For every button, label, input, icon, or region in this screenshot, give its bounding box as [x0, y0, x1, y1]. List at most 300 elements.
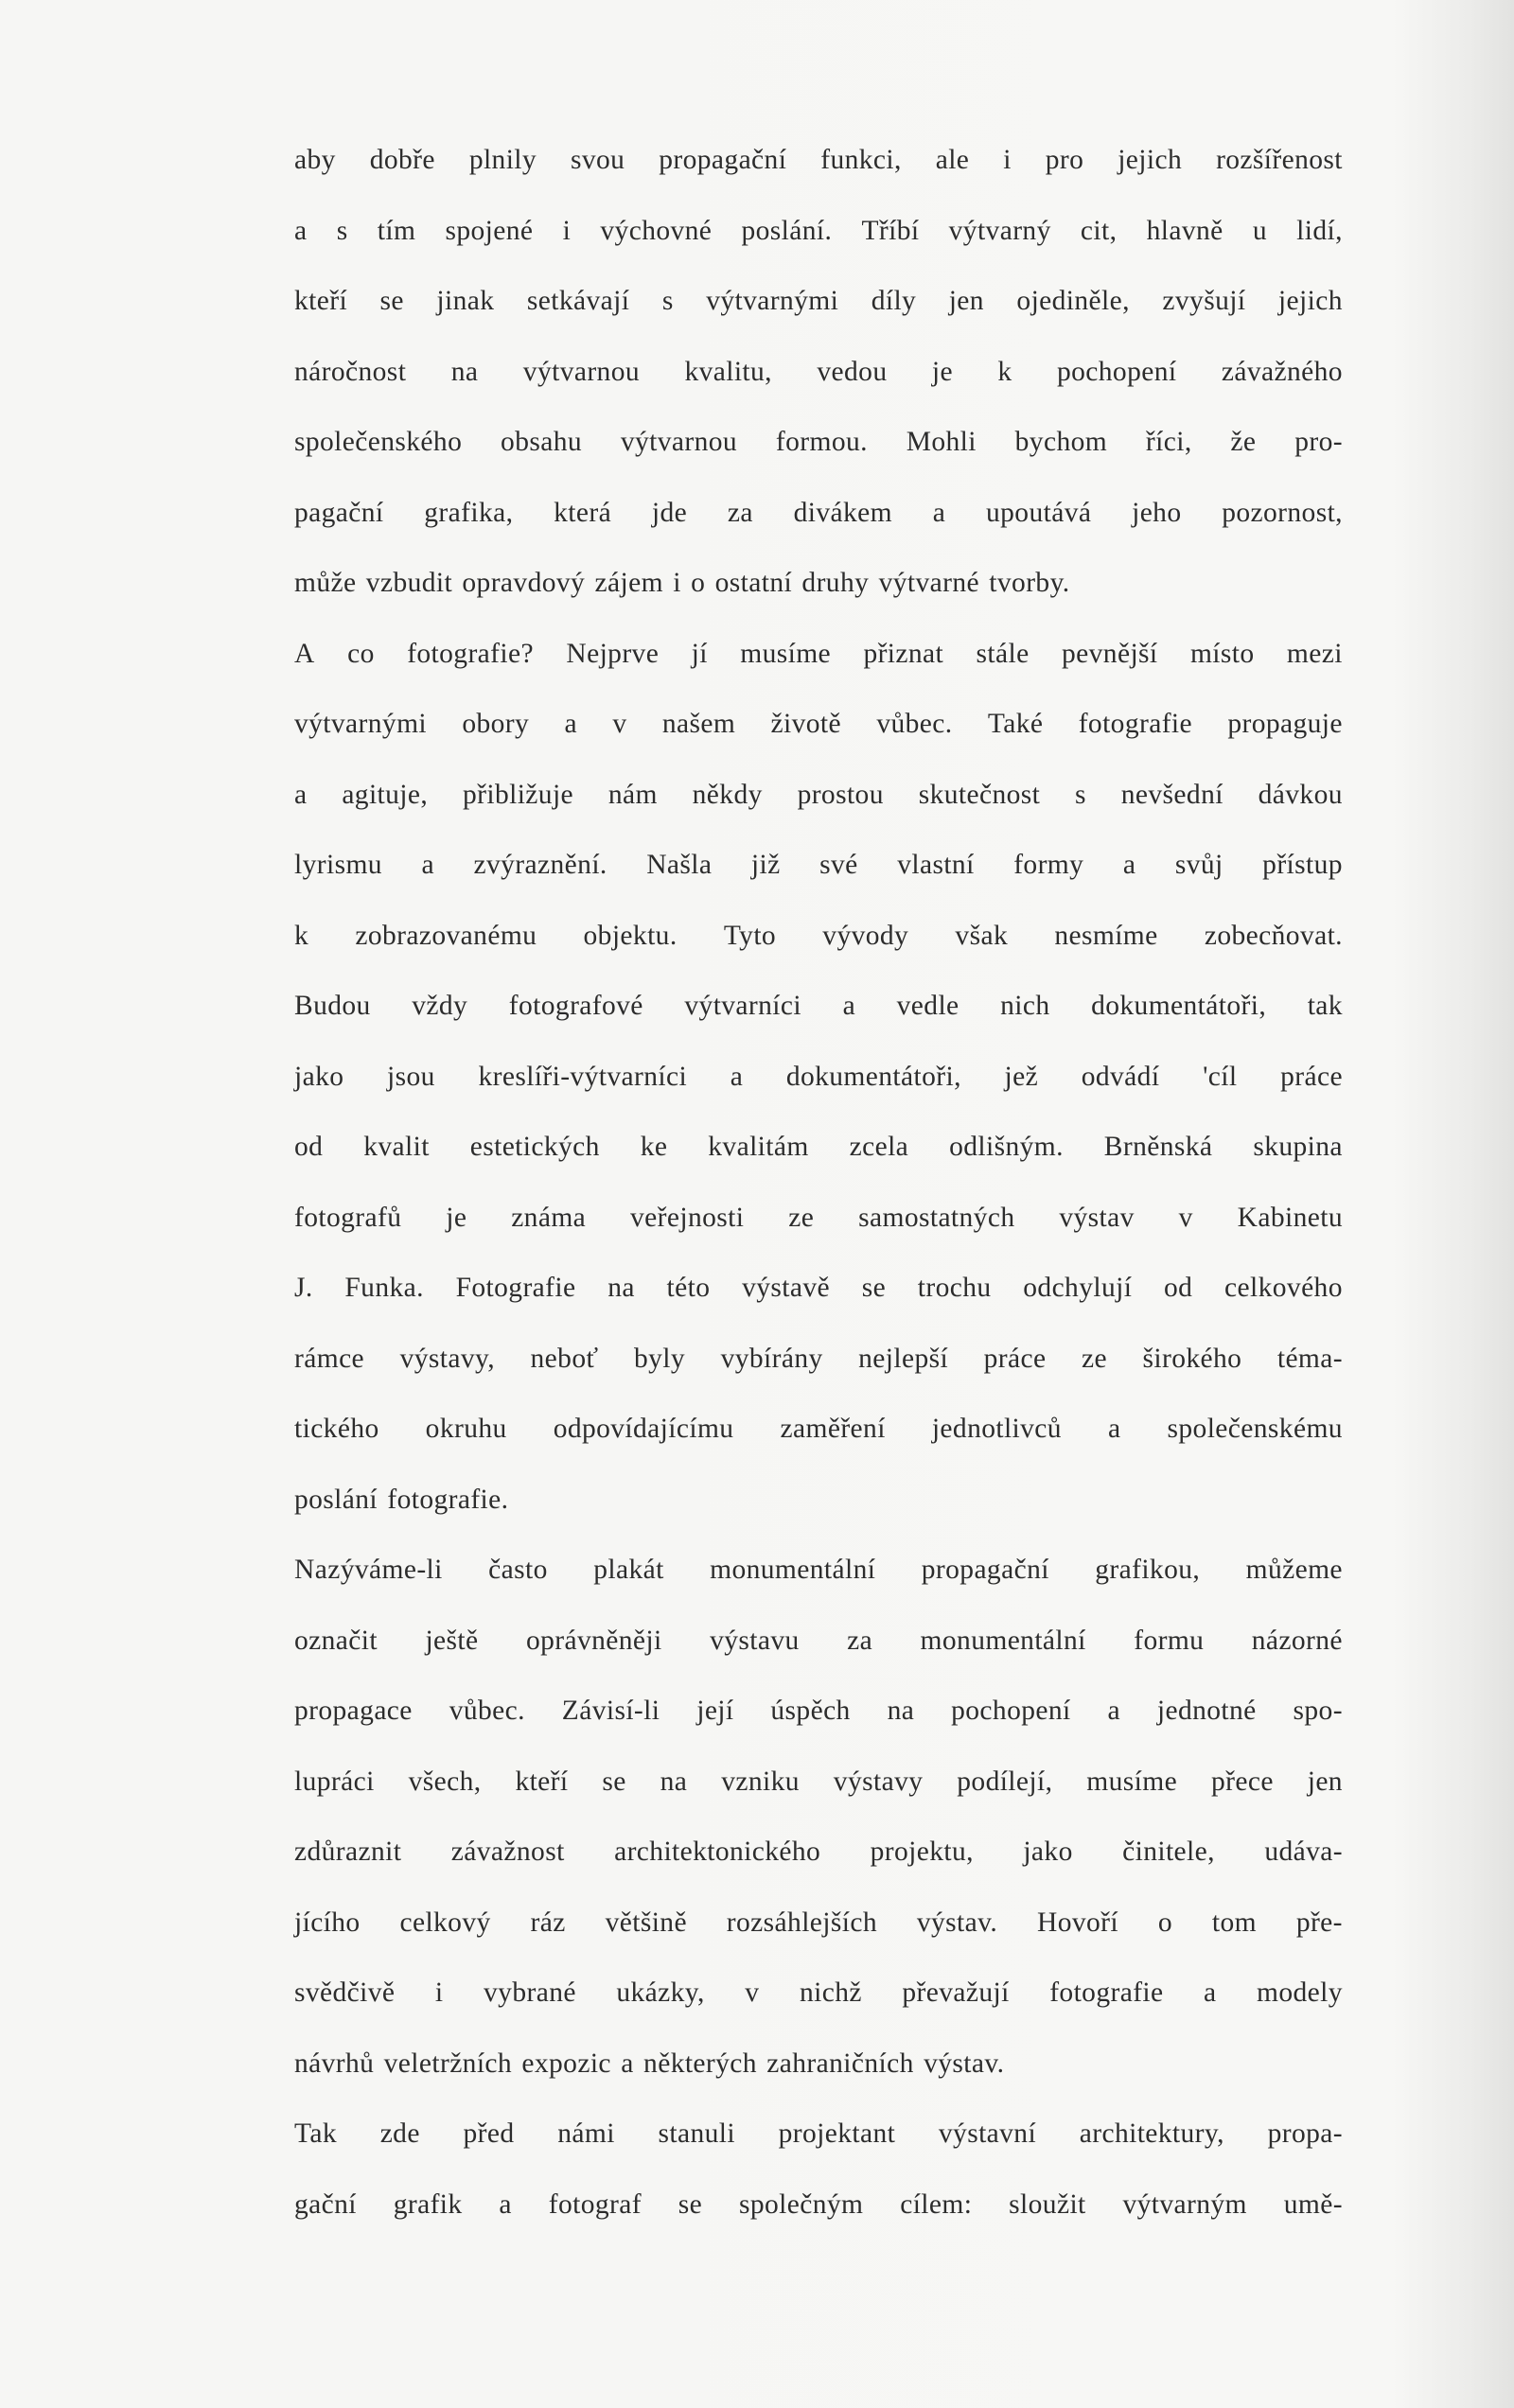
text-line [294, 266, 1343, 337]
word: ke [640, 1132, 668, 1162]
word: musíme [1086, 1766, 1178, 1797]
word: monumentální [920, 1625, 1086, 1656]
word: bychom [1014, 427, 1108, 457]
word: se [861, 1273, 887, 1303]
word: je [931, 356, 953, 387]
word: zde [379, 2118, 420, 2149]
word: Také [987, 709, 1044, 739]
word: a [1107, 1696, 1120, 1726]
text-line [294, 478, 1343, 549]
word: jen [1307, 1766, 1343, 1797]
text-line [294, 1958, 1343, 2029]
word: je [446, 1202, 467, 1233]
word: i [434, 1977, 444, 2008]
word: gační [294, 2188, 357, 2220]
word: všech, [408, 1766, 482, 1797]
word: výstavy [833, 1766, 924, 1797]
word: propa- [1267, 2118, 1343, 2149]
word: neboť [530, 1343, 599, 1374]
word: jinak [436, 286, 495, 316]
word: A [294, 638, 315, 669]
word: druhy [801, 568, 870, 598]
word: a [621, 2048, 634, 2079]
word: umě- [1283, 2188, 1343, 2220]
word: nám [607, 779, 658, 810]
word: kvalitám [708, 1132, 809, 1162]
word: k [294, 920, 309, 951]
word: a [842, 991, 856, 1021]
word: odlišným. [949, 1132, 1064, 1162]
word: modely [1257, 1977, 1343, 2008]
word: spojené [445, 215, 534, 246]
word: zobecňovat. [1204, 920, 1343, 951]
word: aby [294, 145, 336, 175]
word: tom [1211, 1907, 1257, 1938]
word: vedou [817, 356, 888, 387]
word: za [847, 1625, 873, 1656]
word: svůj [1174, 850, 1224, 880]
word: jeho [1132, 497, 1182, 528]
word: stále [976, 638, 1030, 669]
word: našem [661, 709, 736, 739]
word: fotograf [548, 2188, 642, 2220]
word: na [607, 1273, 635, 1303]
word: Našla [646, 850, 713, 880]
word: ukázky, [616, 1977, 705, 2008]
word: kreslíři-výtvarníci [478, 1061, 688, 1092]
word: architektury, [1079, 2118, 1224, 2149]
word: cit, [1080, 215, 1118, 246]
word: 'cíl [1203, 1061, 1238, 1092]
word: obory [462, 709, 530, 739]
word: mezi [1286, 638, 1343, 669]
word: a [499, 2188, 512, 2220]
word: rámce [294, 1343, 365, 1374]
word: často [488, 1555, 548, 1585]
word: výstavě [742, 1273, 831, 1303]
word: vývody [822, 920, 909, 951]
word: závažného [1221, 356, 1343, 387]
word: grafikou, [1095, 1555, 1201, 1585]
word: a [294, 779, 308, 810]
word: fotografie? [407, 638, 534, 669]
word: práce [983, 1343, 1047, 1374]
word: výtvarníci [684, 991, 801, 1021]
word: setkávají [526, 286, 630, 316]
word: zájem [594, 568, 663, 598]
word: udáva- [1264, 1837, 1343, 1867]
word: stanuli [658, 2118, 735, 2149]
text-line [294, 196, 1343, 267]
word: společenského [294, 427, 463, 457]
word: v [745, 1977, 760, 2008]
word: se [678, 2188, 703, 2220]
word: svědčivě [294, 1977, 396, 2008]
word: za [727, 497, 753, 528]
word: svou [570, 145, 625, 175]
word: propagace [294, 1696, 413, 1726]
word: formy [1013, 850, 1084, 880]
word: plnily [468, 145, 537, 175]
word: Závisí-li [561, 1696, 660, 1726]
word: nejlepší [858, 1343, 949, 1374]
word: monumentální [710, 1555, 876, 1585]
text-line [294, 901, 1343, 972]
word: objektu. [583, 920, 678, 951]
word: v [1178, 1202, 1193, 1233]
word: grafik [393, 2188, 463, 2220]
word: již [750, 850, 781, 880]
word: propagační [659, 145, 787, 175]
word: v [612, 709, 627, 739]
word: výstavy, [399, 1343, 496, 1374]
text-line [294, 619, 1343, 690]
word: J. [294, 1273, 313, 1303]
word: a [1204, 1977, 1217, 2008]
word: jen [948, 286, 984, 316]
word: odvádí [1081, 1061, 1160, 1092]
text-line [294, 407, 1343, 478]
word: sloužit [1009, 2188, 1086, 2220]
word: místo [1189, 638, 1255, 669]
body-text [294, 125, 1343, 2240]
word: výtvarné [878, 568, 979, 598]
word: a [932, 497, 946, 528]
word: vybrané [484, 1977, 576, 2008]
word: výstav. [916, 1907, 998, 1938]
word: formou. [775, 427, 868, 457]
text-line [294, 1535, 1343, 1606]
word: skupina [1253, 1132, 1343, 1162]
word: Budou [294, 991, 371, 1021]
word: jsou [387, 1061, 435, 1092]
text-line [294, 689, 1343, 760]
word: a [1122, 850, 1136, 880]
word: u [1252, 215, 1267, 246]
word: okruhu [425, 1414, 507, 1444]
word: jako [294, 1061, 344, 1092]
word: a [564, 709, 577, 739]
word: ze [788, 1202, 815, 1233]
word: Nazýváme-li [294, 1555, 443, 1585]
text-line [294, 760, 1343, 831]
word: výtvarnou [522, 356, 641, 387]
word: expozic [521, 2048, 611, 2079]
word: výtvarným [1122, 2188, 1247, 2220]
word: označit [294, 1625, 378, 1656]
word: námi [557, 2118, 615, 2149]
text-line [294, 548, 1343, 619]
word: formu [1134, 1625, 1205, 1656]
word: vedle [896, 991, 959, 1021]
text-line [294, 1324, 1343, 1395]
word: fotografie. [387, 1484, 509, 1515]
word: výstav [1059, 1202, 1135, 1233]
text-line [294, 1394, 1343, 1465]
word: přiznat [863, 638, 944, 669]
word: na [450, 356, 479, 387]
word: kteří [294, 286, 348, 316]
word: projektant [778, 2118, 896, 2149]
word: přece [1210, 1766, 1274, 1797]
word: Hovoří [1037, 1907, 1118, 1938]
word: jednotlivců [931, 1414, 1062, 1444]
text-line [294, 2170, 1343, 2241]
word: závažnost [450, 1837, 565, 1867]
word: pevnější [1062, 638, 1158, 669]
word: širokého [1142, 1343, 1242, 1374]
word: Fotografie [455, 1273, 576, 1303]
word: prostou [797, 779, 884, 810]
word: Funka. [344, 1273, 424, 1303]
text-line [294, 1606, 1343, 1677]
word: Nejprve [566, 638, 660, 669]
word: jednotné [1156, 1696, 1257, 1726]
word: podílejí, [957, 1766, 1053, 1797]
word: veřejnosti [630, 1202, 745, 1233]
word: trochu [917, 1273, 992, 1303]
word: o [1157, 1907, 1172, 1938]
word: agituje, [342, 779, 429, 810]
word: byly [634, 1343, 686, 1374]
word: kvalitu, [684, 356, 772, 387]
word: tak [1307, 991, 1343, 1021]
word: výstav. [924, 2048, 1005, 2079]
word: lyrismu [294, 850, 382, 880]
word: jícího [294, 1907, 361, 1938]
word: i [673, 568, 681, 598]
word: dobře [369, 145, 435, 175]
word: ještě [425, 1625, 479, 1656]
text-line [294, 971, 1343, 1042]
text-line [294, 1888, 1343, 1959]
word: projektu, [870, 1837, 974, 1867]
word: přibližuje [462, 779, 574, 810]
word: někdy [692, 779, 763, 810]
word: od [1164, 1273, 1193, 1303]
word: i [562, 215, 572, 246]
word: Tak [294, 2118, 338, 2149]
word: práce [1280, 1061, 1343, 1092]
word: Tříbí [861, 215, 920, 246]
text-line [294, 1676, 1343, 1747]
word: grafika, [424, 497, 514, 528]
word: vzbudit [365, 568, 453, 598]
word: Mohli [906, 427, 977, 457]
word: vůbec. [449, 1696, 525, 1726]
word: plakát [593, 1555, 664, 1585]
word: může [294, 568, 357, 598]
text-line [294, 125, 1343, 196]
word: že [1230, 427, 1257, 457]
text-line [294, 1183, 1343, 1254]
word: s [661, 286, 674, 316]
word: dokumentátoři, [785, 1061, 961, 1092]
word: vždy [412, 991, 468, 1021]
word: výtvarnými [294, 709, 428, 739]
word: s [336, 215, 348, 246]
word: a [294, 215, 308, 246]
word: kteří [515, 1766, 569, 1797]
word: pozornost, [1222, 497, 1343, 528]
word: veletržních [383, 2048, 513, 2079]
word: funkci, [820, 145, 902, 175]
word: převažují [902, 1977, 1010, 2008]
word: a [730, 1061, 744, 1092]
word: se [602, 1766, 626, 1797]
word: nevšední [1120, 779, 1224, 810]
word: pro- [1294, 427, 1343, 457]
word: ostatní [714, 568, 793, 598]
word: rozšířenost [1216, 145, 1343, 175]
word: dávkou [1258, 779, 1343, 810]
word: známa [511, 1202, 587, 1233]
word: výtvarnou [620, 427, 738, 457]
word: fotografů [294, 1202, 402, 1233]
word: ojediněle, [1016, 286, 1130, 316]
word: před [463, 2118, 515, 2149]
word: společenskému [1167, 1414, 1343, 1444]
word: tím [377, 215, 416, 246]
word: zvýraznění. [473, 850, 607, 880]
word: a [1107, 1414, 1121, 1444]
word: kvalit [363, 1132, 430, 1162]
word: oprávněněji [525, 1625, 662, 1656]
word: Kabinetu [1237, 1202, 1343, 1233]
word: zobrazovanému [355, 920, 537, 951]
word: poslání [294, 1484, 378, 1515]
word: zcela [849, 1132, 909, 1162]
word: skutečnost [918, 779, 1041, 810]
word: celkový [399, 1907, 491, 1938]
word: dokumentátoři, [1091, 991, 1267, 1021]
word: na [887, 1696, 915, 1726]
word: Tyto [723, 920, 777, 951]
word: náročnost [294, 356, 407, 387]
word: cílem: [900, 2188, 973, 2220]
word: poslání. [741, 215, 833, 246]
word: ráz [530, 1907, 566, 1938]
word: jí [691, 638, 708, 669]
word: hlavně [1146, 215, 1224, 246]
text-line [294, 337, 1343, 408]
word: své [819, 850, 858, 880]
word: pře- [1295, 1907, 1343, 1938]
word: výtvarnými [706, 286, 839, 316]
word: činitele, [1122, 1837, 1215, 1867]
word: výstavní [938, 2118, 1037, 2149]
word: díly [871, 286, 917, 316]
word: se [379, 286, 404, 316]
word: vůbec. [876, 709, 953, 739]
word: vybírány [720, 1343, 823, 1374]
word: zahraničních [766, 2048, 914, 2079]
word: přístup [1262, 850, 1343, 880]
word: estetických [469, 1132, 600, 1162]
word: zaměření [780, 1414, 886, 1444]
word: životě [770, 709, 841, 739]
word: tvorby. [989, 568, 1070, 598]
word: opravdový [462, 568, 586, 598]
word: návrhů [294, 2048, 375, 2079]
word: výchovné [600, 215, 713, 246]
word: co [347, 638, 375, 669]
word: jako [1023, 1837, 1073, 1867]
word: jejich [1277, 286, 1343, 316]
word: jejich [1118, 145, 1183, 175]
text-line [294, 1112, 1343, 1183]
word: spo- [1293, 1696, 1343, 1726]
word: pochopení [951, 1696, 1071, 1726]
word: její [696, 1696, 734, 1726]
word: nich [1000, 991, 1050, 1021]
word: říci, [1145, 427, 1192, 457]
word: nesmíme [1054, 920, 1158, 951]
word: vzniku [721, 1766, 800, 1797]
word: propagační [921, 1555, 1049, 1585]
word: a [421, 850, 434, 880]
word: lidí, [1296, 215, 1343, 246]
word: výstavu [710, 1625, 800, 1656]
text-line [294, 1042, 1343, 1113]
text-line [294, 1817, 1343, 1888]
word: k [997, 356, 1012, 387]
word: této [666, 1273, 711, 1303]
word: která [554, 497, 612, 528]
word: výtvarný [948, 215, 1051, 246]
text-line [294, 1253, 1343, 1324]
word: divákem [793, 497, 892, 528]
word: na [660, 1766, 688, 1797]
word: jde [651, 497, 688, 528]
text-line [294, 1465, 1343, 1536]
word: téma- [1276, 1343, 1343, 1374]
text-line [294, 2099, 1343, 2170]
word: názorné [1251, 1625, 1343, 1656]
word: pro [1045, 145, 1084, 175]
word: nichž [799, 1977, 862, 2008]
word: pagační [294, 497, 384, 528]
word: fotografové [508, 991, 643, 1021]
word: celkového [1224, 1273, 1343, 1303]
word: odchylují [1023, 1273, 1133, 1303]
word: některých [643, 2048, 757, 2079]
word: od [294, 1132, 324, 1162]
word: musíme [740, 638, 832, 669]
word: lupráci [294, 1766, 375, 1797]
word: zvyšují [1162, 286, 1246, 316]
word: fotografie [1078, 709, 1193, 739]
word: architektonického [614, 1837, 821, 1867]
text-line [294, 830, 1343, 901]
word: tického [294, 1414, 379, 1444]
word: jež [1004, 1061, 1039, 1092]
word: o [691, 568, 706, 598]
word: pochopení [1056, 356, 1177, 387]
word: rozsáhlejších [726, 1907, 877, 1938]
word: odpovídajícímu [553, 1414, 734, 1444]
text-line [294, 2029, 1343, 2100]
word: úspěch [770, 1696, 851, 1726]
word: s [1075, 779, 1086, 810]
word: samostatných [858, 1202, 1015, 1233]
word: ale [935, 145, 970, 175]
word: můžeme [1245, 1555, 1343, 1585]
word: obsahu [501, 427, 583, 457]
word: společným [738, 2188, 864, 2220]
text-line [294, 1747, 1343, 1818]
word: vlastní [897, 850, 975, 880]
